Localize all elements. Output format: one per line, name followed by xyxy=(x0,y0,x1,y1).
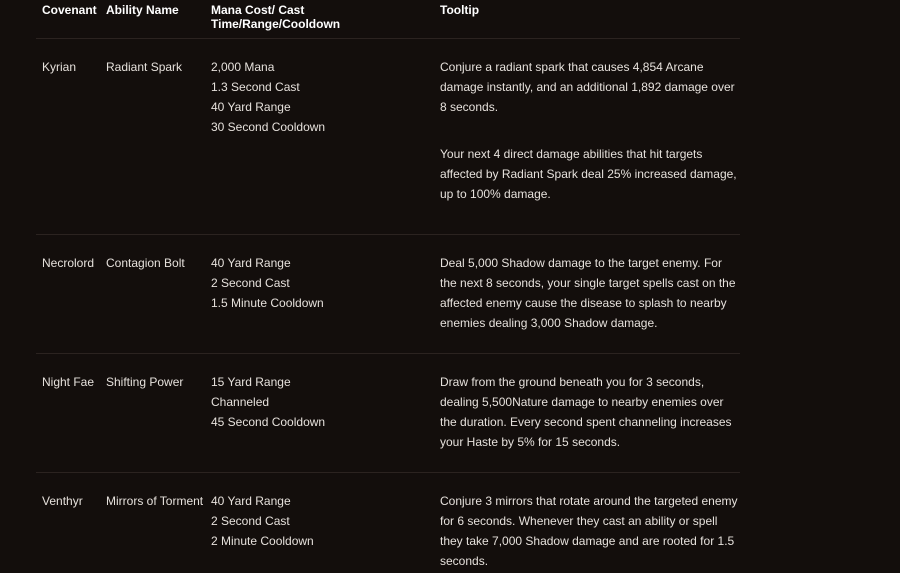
cast-time: Channeled xyxy=(211,394,270,409)
stats-cell xyxy=(205,38,434,234)
range: 40 Yard Range xyxy=(211,99,291,114)
cast-time: 2 Second Cast xyxy=(211,513,290,528)
cooldown: 2 Minute Cooldown xyxy=(211,533,314,548)
table-row xyxy=(36,38,740,234)
cast-time: 2 Second Cast xyxy=(211,275,290,290)
cooldown: 1.5 Minute Cooldown xyxy=(211,295,324,310)
table-row xyxy=(36,472,740,573)
covenant-cell: Venthyr xyxy=(42,493,83,508)
cooldown: 30 Second Cooldown xyxy=(211,119,326,134)
ability-name-cell: Shifting Power xyxy=(100,353,205,472)
tooltip-paragraph: Conjure a radiant spark that causes 4,854 Arcane damage instantly, and an additional 1,892 damage over 8 seconds. xyxy=(440,59,735,114)
range: 40 Yard Range xyxy=(211,493,291,508)
table-row xyxy=(36,234,740,353)
tooltip-cell xyxy=(434,234,740,353)
tooltip-header: Tooltip xyxy=(434,0,740,38)
covenant-cell: Night Fae xyxy=(36,353,100,472)
covenant-cell: Necrolord xyxy=(36,234,100,353)
range: 40 Yard Range xyxy=(211,255,291,270)
stats-cell xyxy=(205,472,434,573)
table-row xyxy=(36,353,740,472)
tooltip-cell xyxy=(434,38,740,234)
ability-name-cell: Mirrors of Torment xyxy=(106,493,204,508)
covenant-header: Covenant xyxy=(36,0,100,38)
stats-cell xyxy=(205,234,434,353)
table-header-row xyxy=(36,0,740,38)
tooltip-cell xyxy=(434,353,740,472)
tooltip-paragraph: Your next 4 direct damage abilities that hit targets affected by Radiant Spark deal 25% increased damage, up to 100% damage. xyxy=(440,146,737,201)
range: 15 Yard Range xyxy=(211,374,291,389)
tooltip-cell xyxy=(434,472,740,573)
tooltip-paragraph: Deal 5,000 Shadow damage to the target enemy. For the next 8 seconds, your single target spells cast on the affected enemy cause the disease to splash to nearby enemies dealing 3,000 Shadow damage. xyxy=(440,255,736,330)
ability-name-header: Ability Name xyxy=(100,0,205,38)
cooldown: 45 Second Cooldown xyxy=(211,414,326,429)
cast-time: 1.3 Second Cast xyxy=(211,79,300,94)
stats-header: Mana Cost/ Cast Time/Range/Cooldown xyxy=(205,0,434,38)
ability-name-cell: Radiant Spark xyxy=(100,38,205,234)
covenant-cell: Kyrian xyxy=(36,38,100,234)
ability-name-cell: Contagion Bolt xyxy=(100,234,205,353)
tooltip-paragraph: Conjure 3 mirrors that rotate around the targeted enemy for 6 seconds. Whenever they cast an ability or spell they take 7,000 Shadow damage and are rooted for 1.5 seconds. xyxy=(440,493,738,568)
stats-cell xyxy=(205,353,434,472)
covenant-abilities-table xyxy=(36,0,740,573)
tooltip-paragraph: Draw from the ground beneath you for 3 seconds, dealing 5,500Nature damage to nearby enemies over the duration. Every second spent channeling increases your Haste by 5% for 15 seconds. xyxy=(440,374,732,449)
mana-cost: 2,000 Mana xyxy=(211,59,275,74)
